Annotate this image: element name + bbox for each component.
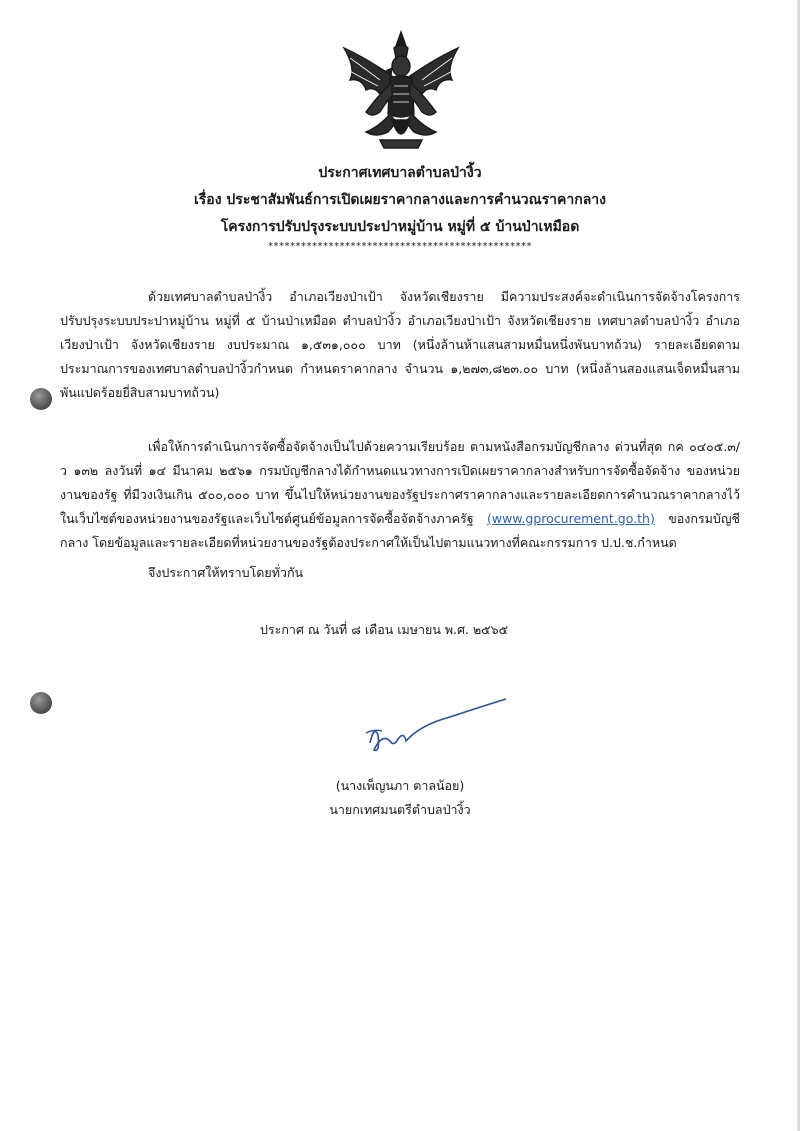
punch-hole [30, 388, 52, 410]
paragraph-2-tail: ของกรมบัญชีกลาง โดยข้อมูลและรายละเอียดที่หน่วยงานของรัฐต้องประกาศให้เป็นไปตามแนวทางที่คณะกรรมการ ป.ป.ช.กำหนด [60, 511, 740, 550]
paragraph-1 [60, 285, 740, 405]
punch-hole [30, 692, 52, 714]
separator-stars: ************************************************ [268, 241, 532, 252]
paragraph-2 [60, 435, 740, 555]
handwritten-signature [360, 695, 510, 755]
announcement-date: ประกาศ ณ วันที่ ๘ เดือน เมษายน พ.ศ. ๒๕๖๕ [260, 622, 509, 637]
announcement-subject: เรื่อง ประชาสัมพันธ์การเปิดเผยราคากลางและการคำนวณราคากลาง [194, 192, 606, 208]
paragraph-1-text: ด้วยเทศบาลตำบลป่างิ้ว อำเภอเวียงป่าเป้า จังหวัดเชียงราย มีความประสงค์จะดำเนินการจัดจ้างโครงการปรับปรุงระบบประปาหมู่บ้าน หมู่ที่ ๕ บ้านป่าเหมือด ตำบลป่างิ้ว อำเภอเวียงป่าเป้า จังหวัดเชียงราย เทศบาลตำบลป่างิ้ว อำเภอเวียงป่าเป้า จังหวัดเชียงราย งบประมาณ ๑,๕๓๑,๐๐๐ บาท (หนึ่งล้านห้าแสนสามหมื่นหนึ่งพันบาทถ้วน) รายละเอียดตามประมาณการของเทศบาลตำบลป่างิ้วกำหนด กำหนดราคากลาง จำนวน ๑,๒๗๓,๘๒๓.๐๐ บาท (หนึ่งล้านสองแสนเจ็ดหมื่นสามพันแปดร้อยยี่สิบสามบาทถ้วน) [60, 289, 740, 400]
closing-statement: จึงประกาศให้ทราบโดยทั่วกัน [148, 565, 304, 580]
gprocurement-link[interactable]: (www.gprocurement.go.th) [487, 511, 655, 526]
paragraph-2-text: เพื่อให้การดำเนินการจัดซื้อจัดจ้างเป็นไปด้วยความเรียบร้อย ตามหนังสือกรมบัญชีกลาง ด่วนที่สุด กค ๐๔๐๕.๓/ว ๑๓๒ ลงวันที่ ๑๔ มีนาคม ๒๕๖๑ กรมบัญชีกลางได้กำหนดแนวทางการเปิดเผยราคากลางสำหรับการจัดซื้อจัดจ้าง ของหน่วยงานของรัฐ ที่มีวงเงินเกิน ๕๐๐,๐๐๐ บาท ขึ้นไปให้หน่วยงานของรัฐประกาศราคากลางและรายละเอียดการคำนวณราคากลางไว้ในเว็บไซต์ของหน่วยงานของรัฐและเว็บไซต์ศูนย์ข้อมูลการจัดซื้อจัดจ้างภาครัฐ [60, 439, 740, 526]
signer-name: (นางเพ็ญนภา ตาลน้อย) [335, 778, 465, 793]
announcement-title: ประกาศเทศบาลตำบลป่างิ้ว [318, 165, 482, 181]
signer-position: นายกเทศมนตรีตำบลป่างิ้ว [329, 802, 471, 817]
garuda-emblem-icon [336, 28, 466, 154]
project-name: โครงการปรับปรุงระบบประปาหมู่บ้าน หมู่ที่ ๕ บ้านป่าเหมือด [220, 219, 580, 235]
